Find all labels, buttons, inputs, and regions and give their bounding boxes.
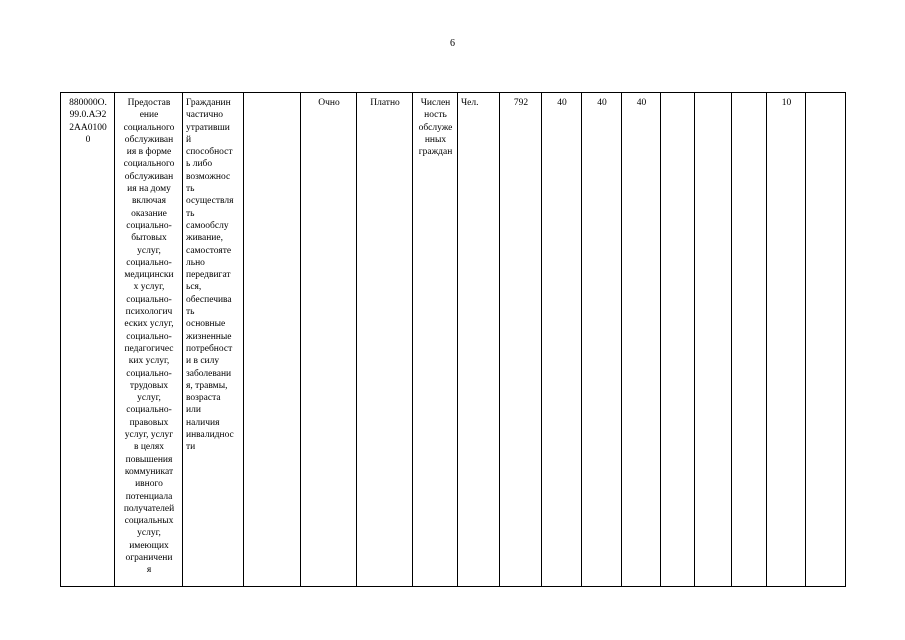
empty-cell — [661, 93, 695, 587]
table-row — [61, 93, 846, 587]
indicator-name-cell: Числен ность обслуже нных граждан — [413, 93, 458, 587]
service-name-cell: Предостав ение социального обслуживан ия в форме социального обслуживан ия на дому включая оказание социально- бытовых услуг, социально- медицински х услуг, социально- психологич еских услуг, социально- педагогичес ких услуг, социально- трудовых услуг, социально- правовых услуг, услуг в целях повышения коммуникат ивного потенциала получателей социальных услуг, имеющих ограничени я — [115, 93, 183, 587]
okei-code-cell: 792 — [500, 93, 542, 587]
value-year-2-cell: 40 — [582, 93, 622, 587]
recipient-category-cell: Гражданин частично утративши й способност ь либо возможнос ть осуществля ть самообслу живание, самостояте льно передвигат ься, обеспечива ть основные жизненные потребност и в силу заболевани я, травмы, возраста или наличия инвалиднос ти — [183, 93, 244, 587]
allowed-deviation-cell: 10 — [767, 93, 806, 587]
empty-cell — [244, 93, 301, 587]
registry-code-cell: 880000О. 99.0.АЭ2 2АА0100 0 — [61, 93, 115, 587]
value-year-3-cell: 40 — [622, 93, 661, 587]
page-number: 6 — [450, 38, 455, 49]
service-table — [60, 92, 846, 587]
payment-type-cell: Платно — [357, 93, 413, 587]
service-form-cell: Очно — [301, 93, 357, 587]
empty-cell — [732, 93, 767, 587]
value-year-1-cell: 40 — [542, 93, 582, 587]
unit-name-cell: Чел. — [458, 93, 500, 587]
empty-cell — [806, 93, 846, 587]
empty-cell — [695, 93, 732, 587]
